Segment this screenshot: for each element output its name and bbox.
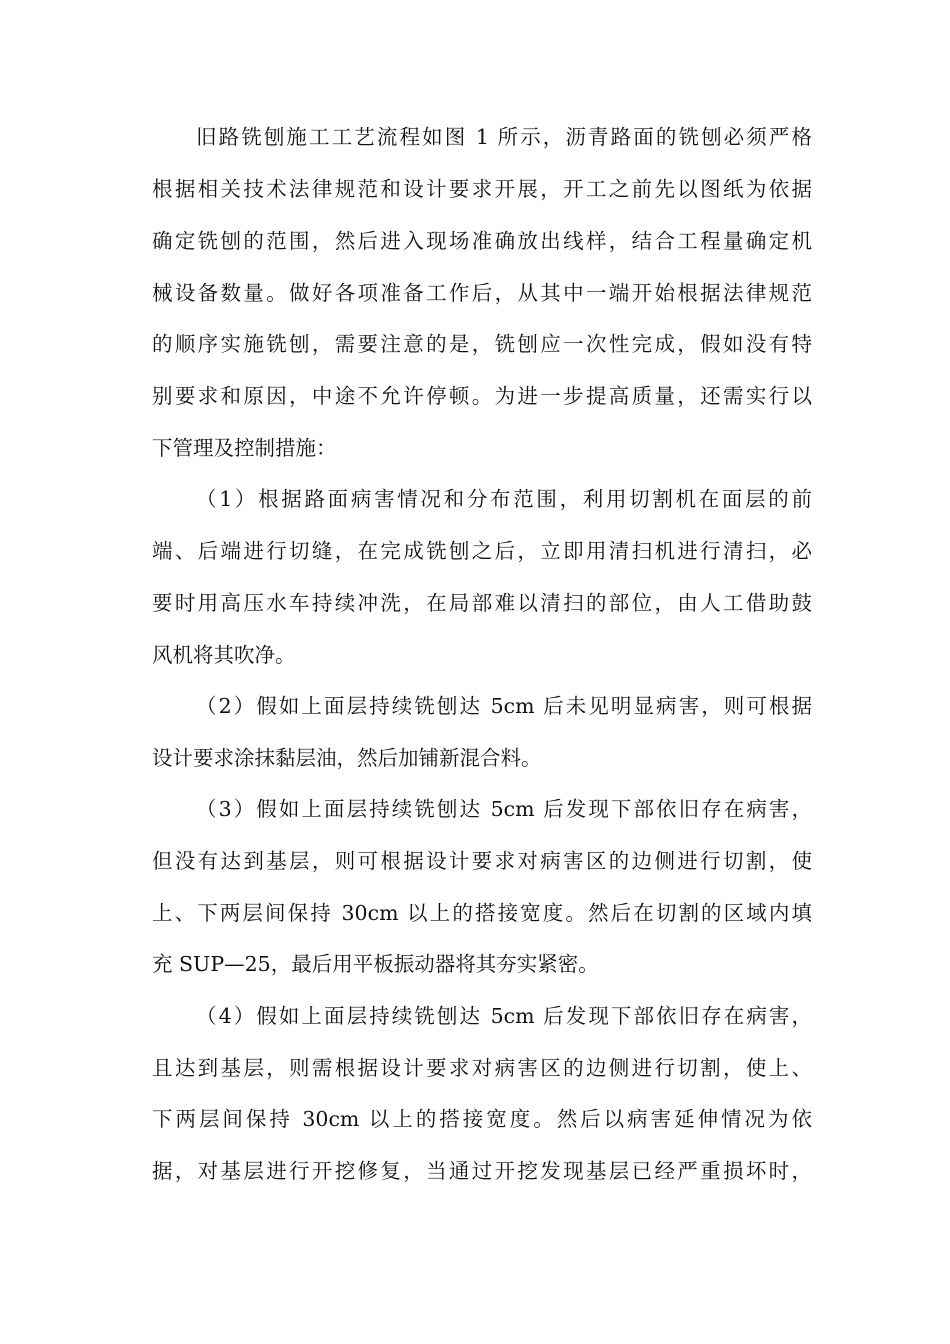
text-line: （3）假如上面层持续铣刨达 5cm 后发现下部依旧存在病害， <box>196 797 812 821</box>
text-line: 上、下两层间保持 30cm 以上的搭接宽度。然后在切割的区域内填 <box>152 901 812 925</box>
text-line: 根据相关技术法律规范和设计要求开展，开工之前先以图纸为依据 <box>152 177 812 201</box>
text-line: （1）根据路面病害情况和分布范围，利用切割机在面层的前 <box>196 487 812 511</box>
text-line: 风机将其吹净。 <box>152 643 296 667</box>
text-line: 的顺序实施铣刨，需要注意的是，铣刨应一次性完成，假如没有特 <box>152 332 812 356</box>
text-line: 别要求和原因，中途不允许停顿。为进一步提高质量，还需实行以 <box>152 384 812 408</box>
text-line: 械设备数量。做好各项准备工作后，从其中一端开始根据法律规范 <box>152 281 812 305</box>
text-line: 据，对基层进行开挖修复，当通过开挖发现基层已经严重损坏时， <box>152 1159 812 1183</box>
text-line: 充 SUP—25，最后用平板振动器将其夯实紧密。 <box>152 952 599 976</box>
text-line: （4）假如上面层持续铣刨达 5cm 后发现下部依旧存在病害， <box>196 1004 812 1028</box>
text-line: 但没有达到基层，则可根据设计要求对病害区的边侧进行切割，使 <box>152 849 812 873</box>
text-line: 下两层间保持 30cm 以上的搭接宽度。然后以病害延伸情况为依 <box>152 1107 812 1131</box>
text-line: 下管理及控制措施： <box>152 436 337 460</box>
text-line: （2）假如上面层持续铣刨达 5cm 后未见明显病害，则可根据 <box>196 694 812 718</box>
text-line: 设计要求涂抹黏层油，然后加铺新混合料。 <box>152 746 542 770</box>
text-line: 端、后端进行切缝，在完成铣刨之后，立即用清扫机进行清扫，必 <box>152 539 812 563</box>
text-line: 确定铣刨的范围，然后进入现场准确放出线样，结合工程量确定机 <box>152 229 812 253</box>
text-line: 旧路铣刨施工工艺流程如图 1 所示，沥青路面的铣刨必须严格 <box>196 125 812 149</box>
text-line: 要时用高压水车持续冲洗，在局部难以清扫的部位，由人工借助鼓 <box>152 591 812 615</box>
text-line: 且达到基层，则需根据设计要求对病害区的边侧进行切割，使上、 <box>152 1056 812 1080</box>
